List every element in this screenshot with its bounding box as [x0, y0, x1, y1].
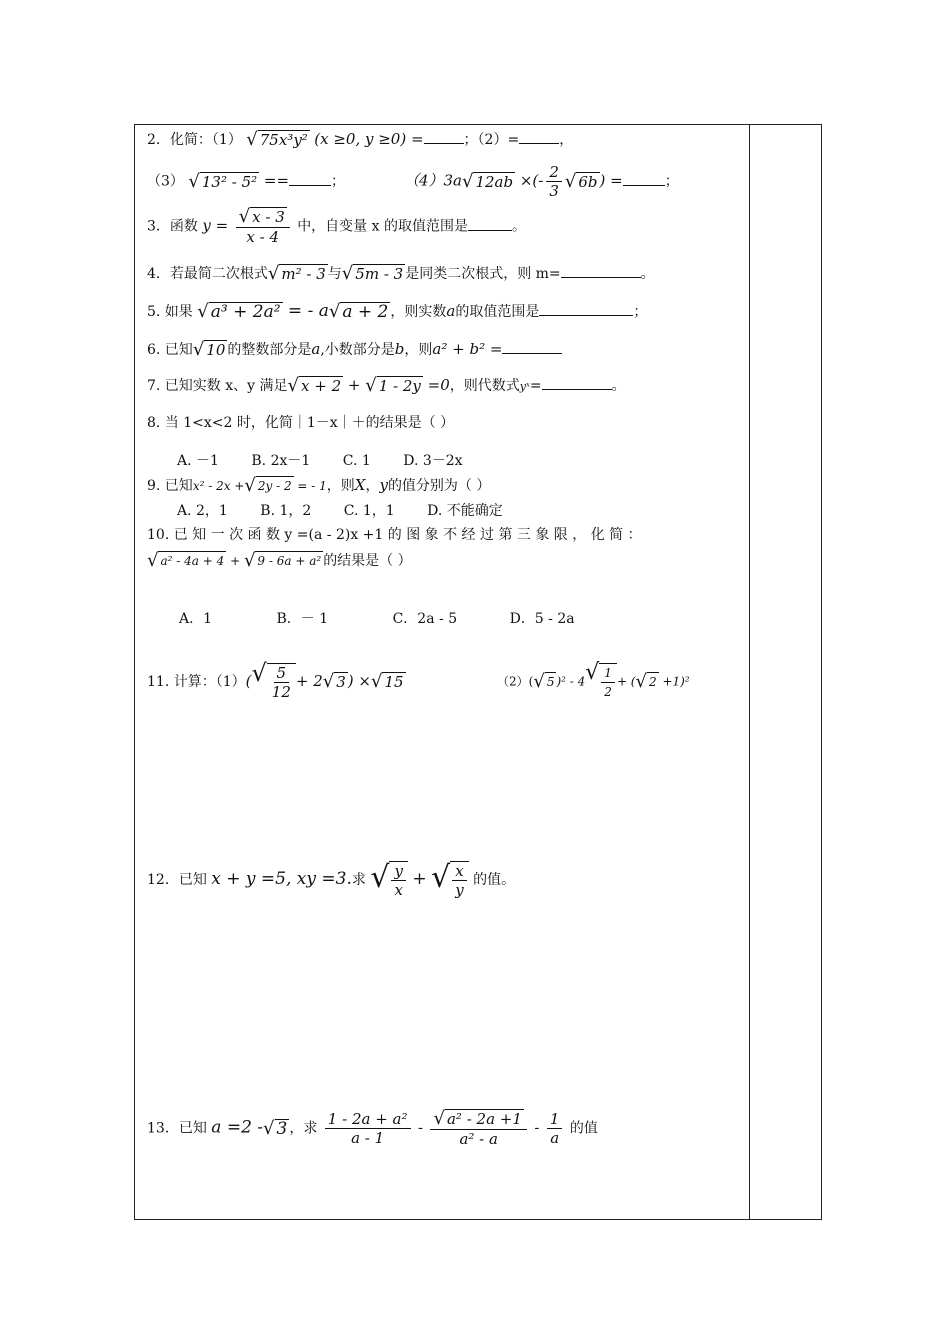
q13-prefix: 13．已知 — [147, 1120, 207, 1137]
q2-condition: (x ≥0, y ≥0) = — [314, 130, 424, 148]
q13-minus-1: - — [417, 1118, 424, 1137]
q2-prefix: 2．化简：（1） — [147, 132, 242, 148]
question-4 — [147, 263, 655, 284]
q2-blank-3[interactable] — [289, 171, 331, 186]
q12-radical-2: √ $\frac{x}{y}$ — [431, 861, 469, 899]
q5-eq: = - a — [282, 301, 329, 321]
q2-blank-2[interactable] — [519, 129, 559, 144]
q11-p1-radical-frac: √ $\frac{5}{12}$ — [251, 663, 295, 701]
question-9-options — [177, 501, 531, 521]
q8-option-a[interactable]: A. －1 — [177, 453, 219, 469]
q3-y: y = — [202, 216, 229, 235]
q2-blank-4[interactable] — [623, 171, 665, 186]
q4-radical-2: √ 5m - 3 — [341, 263, 404, 284]
question-11-part-2 — [497, 660, 690, 701]
question-7 — [147, 375, 626, 397]
q12-plus: + — [412, 869, 427, 889]
q11-prefix: 11. 计算：（1） — [147, 674, 246, 690]
q2-times: ×(- — [515, 171, 544, 190]
q10-option-b[interactable]: B．－ 1 — [276, 611, 329, 627]
q7-suffix: ，则代数式 — [449, 378, 520, 394]
q5-radical-2: √ a + 2 — [328, 301, 389, 322]
q12-ask: 求 — [351, 872, 366, 888]
q12-given: x + y =5, xy =3. — [211, 869, 352, 889]
q11-p1-radical-15: √ 15 — [371, 671, 404, 692]
q2-part4-label: （4）3a — [403, 171, 462, 190]
q7-yx: yˣ — [519, 380, 530, 393]
q2-end-2: ； — [664, 173, 679, 190]
q7-radical-2: √ 1 - 2y — [365, 375, 421, 396]
q2-mid: ；（2）= — [463, 132, 520, 148]
q11-p1-open: ( — [245, 672, 252, 690]
q10-radical-1: √ a² - 4a + 4 — [147, 550, 225, 571]
q11-p2-a: )² - 4 — [556, 674, 586, 689]
q11-p2-radical-5: √ 5 — [533, 671, 555, 692]
q9-comma: ， — [365, 478, 380, 494]
q2-radical-3: √ 13² - 5² — [188, 170, 258, 192]
q4-suffix: 是同类二次根式，则 m= — [405, 266, 561, 282]
q9-option-d[interactable]: D. 不能确定 — [427, 503, 503, 519]
q8-option-c[interactable]: C. 1 — [342, 453, 371, 469]
q6-expr: a² + b² = — [432, 340, 503, 358]
q7-end: 。 — [611, 378, 626, 394]
q3-prefix: 3．函数 — [147, 218, 198, 235]
q9-option-a[interactable]: A. 2，1 — [177, 503, 228, 519]
q11-p2-radical-frac: √ $\frac{1}{2}$ — [585, 663, 617, 701]
q2-radical-4a: √ 12ab — [461, 170, 514, 192]
q9-expr: x² - 2x + — [192, 479, 245, 493]
q7-radical-1: √ x + 2 — [287, 375, 342, 396]
q12-suffix: 的值。 — [473, 872, 516, 888]
q7-blank[interactable] — [542, 375, 612, 390]
question-12 — [147, 861, 515, 899]
q5-end: ； — [633, 304, 648, 320]
q6-mid-2: ,小数部分是 — [320, 342, 395, 358]
question-13 — [147, 1109, 598, 1148]
q6-prefix: 6. 已知 — [147, 342, 193, 358]
question-8: 8. 当 1<x<2 时，化简｜1－x｜＋的结果是（ ） — [147, 415, 455, 431]
q13-suffix: 的值 — [569, 1120, 598, 1137]
q9-option-c[interactable]: C. 1，1 — [343, 503, 395, 519]
q5-radical-1: √ a³ + 2a² — [197, 301, 281, 322]
q7-plus: + — [343, 376, 366, 394]
question-8-options — [177, 451, 491, 471]
q2-blank-1[interactable] — [424, 129, 464, 144]
q4-radical-1: √ m² - 3 — [267, 263, 326, 284]
q8-option-b[interactable]: B. 2x－1 — [251, 453, 311, 469]
q13-radical: √ 3 — [263, 1117, 288, 1139]
q9-radical: √ 2y - 2 — [244, 475, 292, 496]
q13-given: a =2 - — [211, 1117, 264, 1138]
q6-mid-3: ，则 — [404, 342, 433, 358]
q5-blank[interactable] — [539, 301, 633, 316]
q3-suffix: 中，自变量 x 的取值范围是 — [297, 218, 468, 235]
q10-option-d[interactable]: D．5 - 2a — [509, 611, 575, 627]
q9-suffix: 的值分别为（ ） — [387, 478, 491, 494]
q6-radical: √ 10 — [192, 339, 226, 360]
q6-b: b — [394, 340, 405, 358]
q2-eq3: == — [259, 171, 290, 190]
q13-minus-2: - — [534, 1118, 540, 1137]
question-11 — [147, 659, 406, 701]
q9-option-b[interactable]: B. 1，2 — [260, 503, 312, 519]
q5-suffix: ，则实数 — [390, 304, 447, 320]
q2-tail: ) = — [599, 171, 623, 190]
q3-fraction: √ x - 3 x - 4 — [236, 207, 290, 246]
q6-a: a — [311, 340, 321, 358]
q12-radical-1: √ $\frac{y}{x}$ — [370, 861, 408, 899]
q9-mid: ，则 — [326, 478, 355, 494]
q2-sep: ； — [331, 173, 346, 190]
q13-fraction-2: √ a² - 2a +1 a² - a — [430, 1109, 526, 1148]
question-2-line-2 — [147, 163, 679, 200]
q13-fraction-3: $\frac{1}{a}$ — [547, 1110, 563, 1147]
q2-end: ， — [559, 132, 574, 148]
q4-blank[interactable] — [561, 263, 641, 278]
q10-radical-2: √ 9 - 6a + a² — [243, 550, 322, 571]
q9-y: y — [379, 476, 388, 494]
q11-p1-mid: + 2 — [295, 672, 323, 690]
q11-p1-close: ) × — [347, 672, 371, 690]
q11-p2-c: +1)² — [658, 674, 690, 689]
question-9 — [147, 475, 490, 496]
q11-p2-radical-2: √ 2 — [635, 671, 657, 692]
q2-fraction: $\frac{2}{3}$ — [546, 163, 562, 200]
q7-eq: =0 — [422, 376, 450, 394]
q4-mid: 与 — [327, 266, 342, 282]
column-divider — [749, 125, 750, 1219]
q10-suffix: 的结果是（ ） — [323, 553, 412, 569]
q6-blank[interactable] — [502, 339, 562, 354]
q2-part3-label: （3） — [147, 173, 184, 190]
q11-p2-b: + ( — [616, 674, 636, 689]
q7-prefix: 7. 已知实数 x、y 满足 — [147, 378, 288, 394]
q5-var: a — [446, 302, 456, 320]
question-10-line-2 — [147, 551, 412, 571]
q8-option-d[interactable]: D. 3－2x — [403, 453, 463, 469]
q10-plus: + — [226, 554, 244, 568]
question-3 — [147, 207, 526, 246]
q7-eq2: = — [529, 378, 542, 394]
question-5 — [147, 301, 647, 322]
q11-p2-label: （2）( — [497, 674, 534, 689]
q2-radical-1: √ 75x³y² — [246, 129, 308, 150]
q9-prefix: 9. 已知 — [147, 478, 193, 494]
q13-fraction-1: $\frac{\text{1 - 2a + a²}}{a - 1}$ — [325, 1110, 411, 1147]
worksheet-table — [134, 124, 822, 1220]
q9-eq: = - 1 — [293, 479, 327, 493]
question-6 — [147, 339, 562, 360]
q13-ask: ，求 — [289, 1120, 318, 1137]
q2-radical-4b: √ 6b — [564, 170, 598, 192]
q12-prefix: 12．已知 — [147, 872, 207, 888]
question-10-line-1: 10. 已 知 一 次 函 数 y =(a - 2)x +1 的 图 象 不 经 过 第 三 象 限 ， 化 简 ： — [147, 527, 642, 543]
q9-x: X — [354, 476, 366, 494]
q4-prefix: 4．若最简二次根式 — [147, 266, 268, 282]
q10-option-a[interactable]: A．1 — [179, 611, 213, 627]
q5-prefix: 5. 如果 — [147, 304, 193, 320]
q6-mid-1: 的整数部分是 — [227, 342, 312, 358]
question-10-options — [179, 609, 603, 629]
q5-suffix-2: 的取值范围是 — [455, 304, 540, 320]
q11-p1-radical-3: √ 3 — [322, 671, 346, 692]
q3-blank[interactable] — [468, 216, 512, 231]
q3-end: 。 — [511, 218, 526, 235]
q10-option-c[interactable]: C．2a - 5 — [392, 611, 458, 627]
question-2-line-1 — [147, 129, 573, 150]
q4-end: 。 — [640, 266, 655, 282]
